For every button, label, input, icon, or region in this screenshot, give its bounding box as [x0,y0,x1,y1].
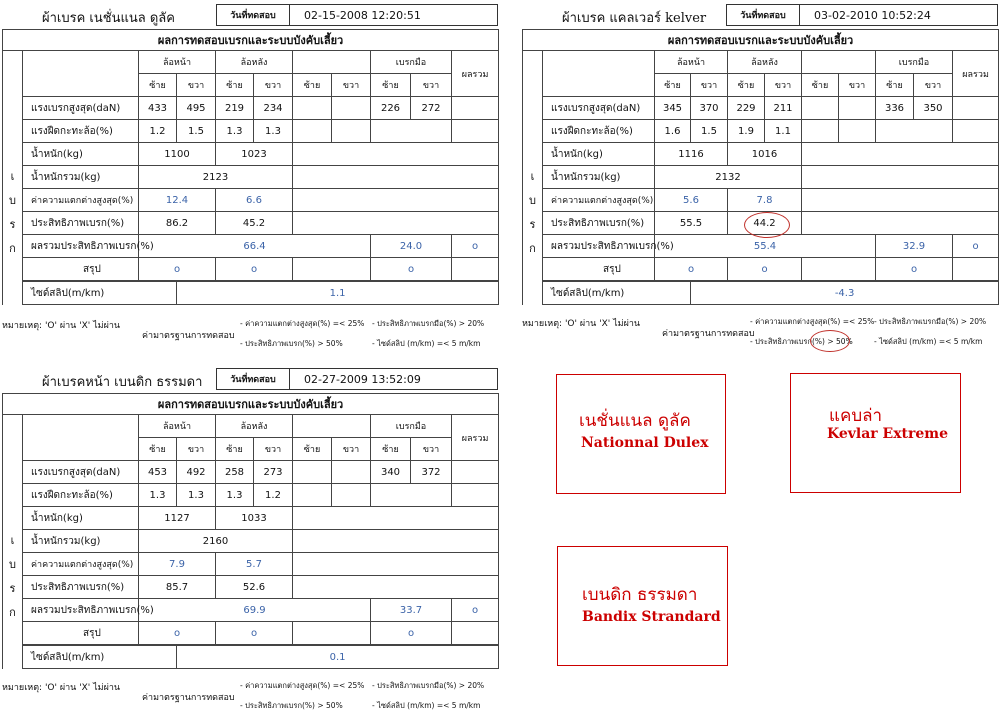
pass-mark: o [216,258,293,282]
pass-mark: o [953,235,999,258]
test-date: 02-15-2008 12:20:51 [304,8,421,22]
row-label: แรงเบรกสูงสุด(daN) [23,97,139,120]
pass-mark: o [216,622,293,646]
table-title: ผลการทดสอบเบรกและระบบบังคับเลี้ยว [3,394,499,415]
hdr-left: ซ้าย [216,74,254,97]
col-handbrake: เบรกมือ [371,415,452,438]
hdr-left: ซ้าย [371,74,411,97]
cell: 1023 [216,143,293,166]
hdr-left: ซ้าย [655,74,691,97]
hdr-left: ซ้าย [802,74,839,97]
col-handbrake: เบรกมือ [876,51,953,74]
criterion: - ประสิทธิภาพเบรกมือ(%) > 20% [874,317,987,326]
side-label [3,51,23,305]
cell: 272 [411,97,452,120]
cell: 1.3 [216,484,254,507]
note-std: ค่ามาตรฐานการทดสอบ [142,331,235,341]
col-front: ล้อหน้า [655,51,728,74]
row-label: แรงเบรกสูงสุด(daN) [23,461,139,484]
row-label: ค่าความแตกต่างสูงสุด(%) [543,189,655,212]
date-box [726,4,998,26]
cell [332,97,371,120]
cell: 5.6 [655,189,728,212]
cell: 433 [139,97,177,120]
cell: 258 [216,461,254,484]
hdr-right: ขวา [411,438,452,461]
table-title: ผลการทดสอบเบรกและระบบบังคับเลี้ยว [523,30,999,51]
col-rear: ล้อหลัง [216,51,293,74]
cell: 45.2 [216,212,293,235]
row-label: น้ำหนัก(kg) [543,143,655,166]
cell: 1.5 [177,120,216,143]
brand-english: Nationnal Dulex [581,435,709,451]
side-label [3,415,23,669]
hdr-right: ขวา [411,74,452,97]
hdr-left: ซ้าย [293,438,332,461]
cell: 1033 [216,507,293,530]
cell: 7.8 [728,189,802,212]
cell: 1.2 [139,120,177,143]
cell: 5.7 [216,553,293,576]
cell: 6.6 [216,189,293,212]
row-label: สรุป [23,622,139,646]
brand-english: Bandix Strandard [582,609,721,625]
cell: 2132 [655,166,802,189]
side-label-text: เ บ ร ก [9,169,16,255]
hdr-left: ซ้าย [371,438,411,461]
side-label-text: เ บ ร ก [9,533,16,619]
cell: 33.7 [371,599,452,622]
criterion: - ไซด์สลิป (m/km) =< 5 m/km [874,337,983,346]
date-box [216,4,498,26]
cell [802,97,839,120]
circled-value: 44.2 [753,217,776,229]
hdr-right: ขวา [254,74,293,97]
row-label: ประสิทธิภาพเบรก(%) [23,212,139,235]
pass-mark: o [728,258,802,282]
pass-mark: o [452,599,499,622]
row-label: ค่าความแตกต่างสูงสุด(%) [23,553,139,576]
cell: 372 [411,461,452,484]
pass-mark: o [655,258,728,282]
hdr-left: ซ้าย [139,438,177,461]
criterion: - ไซด์สลิป (m/km) =< 5 m/km [372,701,481,710]
row-label: ประสิทธิภาพเบรก(%) [23,576,139,599]
date-label: วันที่ทดสอบ [217,5,290,25]
report-panel-3 [2,368,498,724]
cell: 340 [371,461,411,484]
pass-mark: o [371,258,452,282]
row-label: สรุป [543,258,655,282]
row-label: ผลรวมประสิทธิภาพเบรก(%) [543,235,655,258]
hdr-right: ขวา [254,438,293,461]
cell: 1.6 [655,120,691,143]
notes [2,312,498,358]
cell: 1116 [655,143,728,166]
cell [293,97,332,120]
note-label: หมายเหตุ: 'O' ผ่าน 'X' ไม่ผ่าน [2,683,121,693]
hdr-left: ซ้าย [293,74,332,97]
cell: 52.6 [216,576,293,599]
row-label: แรงฝืดกะทะล้อ(%) [23,120,139,143]
cell: 1.2 [254,484,293,507]
cell: 1.3 [216,120,254,143]
brand-thai: แคบล่า [829,406,883,426]
criterion: - ประสิทธิภาพเบรก(%) > 50% [240,701,343,710]
note-label: หมายเหตุ: 'O' ผ่าน 'X' ไม่ผ่าน [522,319,641,329]
brand-thai: เบนดิก ธรรมดา [582,585,698,605]
annotation-circle [810,330,850,352]
test-date: 02-27-2009 13:52:09 [304,372,421,386]
criterion: - ค่าความแตกต่างสูงสุด(%) =< 25% [240,681,365,690]
note-std: ค่ามาตรฐานการทดสอบ [662,329,755,339]
cell: 495 [177,97,216,120]
date-label: วันที่ทดสอบ [727,5,800,25]
cell: 229 [728,97,765,120]
cell: 273 [254,461,293,484]
pass-mark: o [452,235,499,258]
brand-label-2 [790,373,961,493]
notes [522,310,998,354]
side-label [523,51,543,305]
test-date: 03-02-2010 10:52:24 [814,8,931,22]
row-label: ไซด์สลิป(m/km) [23,645,177,669]
cell: 12.4 [139,189,216,212]
hdr-left: ซ้าย [876,74,914,97]
cell: 234 [254,97,293,120]
cell: 55.4 [655,235,876,258]
cell: 2123 [139,166,293,189]
col-front: ล้อหน้า [139,51,216,74]
cell: 7.9 [139,553,216,576]
hdr-left: ซ้าย [139,74,177,97]
hdr-left: ซ้าย [216,438,254,461]
cell: 1016 [728,143,802,166]
cell: 1100 [139,143,216,166]
pass-mark: o [139,622,216,646]
criterion: - ประสิทธิภาพเบรก(%) > 50% [750,337,853,346]
report-title: ผ้าเบรคหน้า เบนดิก ธรรมดา [42,375,203,390]
brand-english: Kevlar Extreme [827,426,949,442]
row-label: ไซด์สลิป(m/km) [543,281,691,305]
note-std: ค่ามาตรฐานการทดสอบ [142,693,235,703]
row-label: ผลรวมประสิทธิภาพเบรก(%) [23,599,139,622]
criterion: - ค่าความแตกต่างสูงสุด(%) =< 25% [750,317,875,326]
cell: 2160 [139,530,293,553]
criterion: - ค่าความแตกต่างสูงสุด(%) =< 25% [240,319,365,328]
cell: 85.7 [139,576,216,599]
col-handbrake: เบรกมือ [371,51,452,74]
col-rear: ล้อหลัง [728,51,802,74]
cell: 86.2 [139,212,216,235]
report-header [522,4,998,26]
hdr-right: ขวา [177,74,216,97]
col-rear: ล้อหลัง [216,415,293,438]
hdr-right: ขวา [691,74,728,97]
row-label: น้ำหนัก(kg) [23,507,139,530]
cell: 0.1 [177,645,499,669]
cell: 24.0 [371,235,452,258]
criterion: - ประสิทธิภาพเบรก(%) > 50% [240,339,343,348]
cell: 492 [177,461,216,484]
pass-mark: o [876,258,953,282]
row-label: ค่าความแตกต่างสูงสุด(%) [23,189,139,212]
row-label: น้ำหนักรวม(kg) [23,166,139,189]
col-total: ผลรวม [452,51,499,97]
hdr-left: ซ้าย [728,74,765,97]
table-title: ผลการทดสอบเบรกและระบบบังคับเลี้ยว [3,30,499,51]
row-label: สรุป [23,258,139,282]
hdr-right: ขวา [765,74,802,97]
results-table [2,393,499,669]
row-label: ไซด์สลิป(m/km) [23,281,177,305]
side-label-text: เ บ ร ก [529,169,536,255]
cell [839,97,876,120]
note-label: หมายเหตุ: 'O' ผ่าน 'X' ไม่ผ่าน [2,321,121,331]
hdr-right: ขวา [332,74,371,97]
col-total: ผลรวม [452,415,499,461]
date-label: วันที่ทดสอบ [217,369,290,389]
cell: 350 [914,97,953,120]
brand-label-3 [557,546,728,666]
hdr-right: ขวา [332,438,371,461]
cell: 66.4 [139,235,371,258]
criterion: - ประสิทธิภาพเบรกมือ(%) > 20% [372,319,485,328]
cell [332,461,371,484]
pass-mark: o [139,258,216,282]
cell: 55.5 [655,212,728,235]
annotation-circle [744,212,790,238]
report-header [2,368,498,390]
col-front: ล้อหน้า [139,415,216,438]
row-label: น้ำหนักรวม(kg) [23,530,139,553]
cell: 32.9 [876,235,953,258]
hdr-right: ขวา [914,74,953,97]
report-title: ผ้าเบรค เนชั่นแนล ดูลัค [42,11,175,26]
cell: 226 [371,97,411,120]
cell: 211 [765,97,802,120]
row-label: ผลรวมประสิทธิภาพเบรก(%) [23,235,139,258]
criterion: - ไซด์สลิป (m/km) =< 5 m/km [372,339,481,348]
notes [2,674,498,720]
cell: -4.3 [691,281,999,305]
row-label: น้ำหนัก(kg) [23,143,139,166]
cell: 1.1 [765,120,802,143]
cell: 1.3 [139,484,177,507]
report-header [2,4,498,26]
cell: 69.9 [139,599,371,622]
row-label: แรงฝืดกะทะล้อ(%) [23,484,139,507]
date-box [216,368,498,390]
cell: 1.3 [254,120,293,143]
cell [293,461,332,484]
hdr-right: ขวา [177,438,216,461]
cell: 453 [139,461,177,484]
hdr-right: ขวา [839,74,876,97]
cell: 1.3 [177,484,216,507]
report-panel-2 [522,4,998,354]
report-title: ผ้าเบรค แคลเวอร์ kelver [562,11,707,26]
cell: 1.5 [691,120,728,143]
cell: 336 [876,97,914,120]
cell: 1.9 [728,120,765,143]
cell: 345 [655,97,691,120]
row-label: แรงฝืดกะทะล้อ(%) [543,120,655,143]
cell: 370 [691,97,728,120]
col-total: ผลรวม [953,51,999,97]
cell: 219 [216,97,254,120]
criterion: - ประสิทธิภาพเบรกมือ(%) > 20% [372,681,485,690]
row-label: น้ำหนักรวม(kg) [543,166,655,189]
row-label: แรงเบรกสูงสุด(daN) [543,97,655,120]
cell: 1127 [139,507,216,530]
row-label: ประสิทธิภาพเบรก(%) [543,212,655,235]
brand-thai: เนชั่นแนล ดูลัค [579,411,691,431]
results-table [522,29,999,305]
pass-mark: o [371,622,452,646]
results-table [2,29,499,305]
cell: 1.1 [177,281,499,305]
brand-label-1 [556,374,726,494]
report-panel-1 [2,4,498,359]
